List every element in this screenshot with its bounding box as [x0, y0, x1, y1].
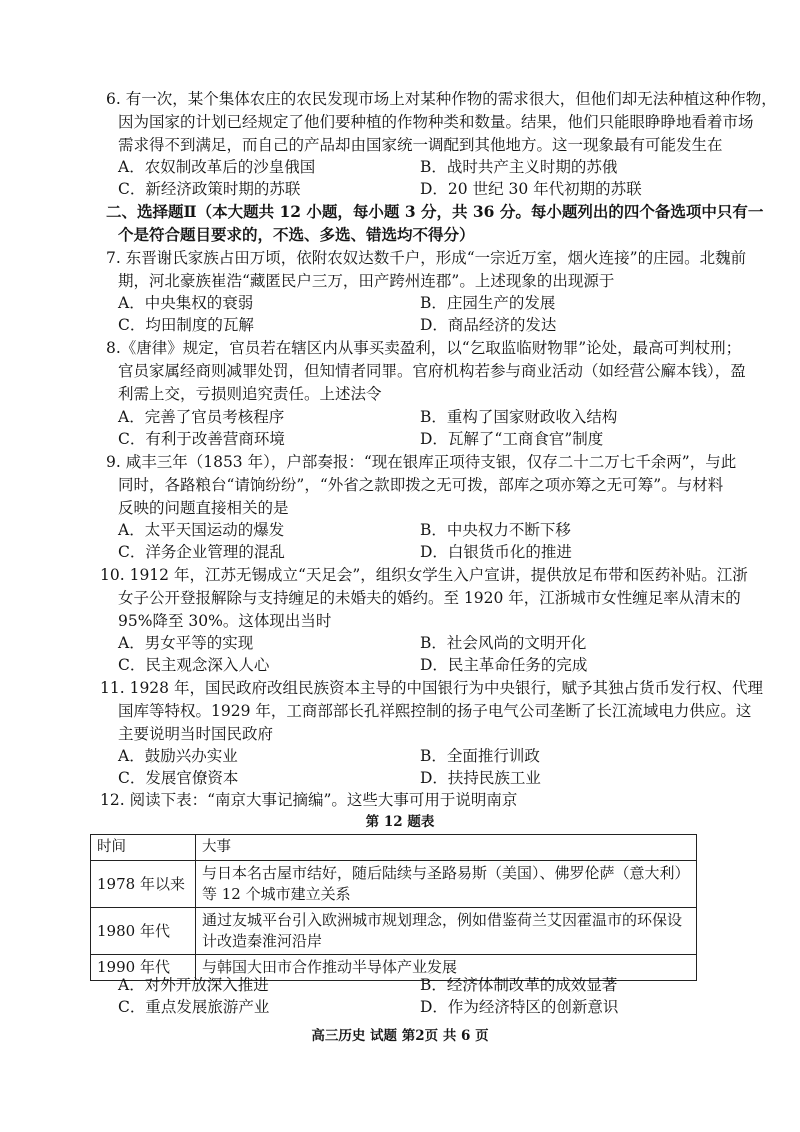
section2-header-line-2: 个是符合题目要求的，不选、多选、错选均不得分）	[118, 225, 475, 244]
q6-option-b: B．战时共产主义时期的苏俄	[420, 158, 618, 176]
q7-option-b: B．庄园生产的发展	[420, 294, 556, 312]
q7-option-d: D．商品经济的发达	[420, 316, 557, 334]
q10-option-b: B．社会风尚的文明开化	[420, 634, 587, 652]
q9-stem-line-2: 同时，各路粮台“请饷纷纷”，“外省之款即拨之无可拨，部库之项亦筹之无可筹”。与材料	[118, 476, 724, 494]
q11-option-d: D．扶持民族工业	[420, 769, 541, 787]
table-cell-time: 1980 年代	[91, 908, 196, 955]
table-cell-event: 与韩国大田市合作推动半导体产业发展	[196, 955, 697, 981]
q10-option-a: A．男女平等的实现	[118, 634, 254, 652]
table-cell-time: 1978 年以来	[91, 861, 196, 908]
q8-stem-line-1: 8.《唐律》规定，官员若在辖区内从事买卖盈利，以“乞取监临财物罪”论处，最高可判杖刑；	[106, 339, 742, 357]
q12-option-c: C．重点发展旅游产业	[118, 998, 270, 1016]
q9-option-c: C．洋务企业管理的混乱	[118, 543, 285, 561]
q8-stem-line-2: 官员家属经商则减罪处罚，但知情者同罪。官府机构若参与商业活动（如经营公廨本钱），盈	[118, 362, 746, 380]
table-header-event: 大事	[196, 835, 697, 861]
table-cell-event: 与日本名古屋市结好，随后陆续与圣路易斯（美国）、佛罗伦萨（意大利）等 12 个城市建立关系	[196, 861, 697, 908]
q10-stem-line-2: 女子公开登报解除与支持缠足的未婚夫的婚约。至 1920 年，江浙城市女性缠足率从清末的	[118, 589, 741, 607]
q12-events-table	[90, 834, 697, 981]
q8-option-b: B．重构了国家财政收入结构	[420, 408, 618, 426]
q9-option-b: B．中央权力不断下移	[420, 521, 571, 539]
q7-option-a: A．中央集权的衰弱	[118, 294, 254, 312]
q6-stem-line-3: 需求得不到满足，而自己的产品却由国家统一调配到其他地方。这一现象最有可能发生在	[118, 136, 723, 154]
q9-stem-line-1: 9. 咸丰三年（1853 年），户部奏报：“现在银库正项待支银，仅存二十二万七千余两”，与此	[106, 453, 737, 471]
q6-stem-line-1: 6. 有一次，某个集体农庄的农民发现市场上对某种作物的需求很大，但他们却无法种植这种作物，	[106, 90, 777, 108]
q11-stem-line-1: 11. 1928 年，国民政府改组民族资本主导的中国银行为中央银行，赋予其独占货币发行权、代理	[100, 679, 763, 697]
q10-stem-line-3: 95%降至 30%。这体现出当时	[118, 612, 332, 630]
page-footer: 高三历史 试题 第2页 共 6 页	[311, 1028, 489, 1044]
q10-stem-line-1: 10. 1912 年，江苏无锡成立“天足会”，组织女学生入户宣讲，提供放足布带和医药补贴。江浙	[100, 566, 748, 584]
table-cell-time: 1990 年代	[91, 955, 196, 981]
q12-option-a: A．对外开放深入推进	[118, 976, 269, 994]
table-row	[91, 861, 697, 908]
q11-option-c: C．发展官僚资本	[118, 769, 239, 787]
q9-option-d: D．白银货币化的推进	[420, 543, 572, 561]
q12-option-b: B．经济体制改革的成效显著	[420, 976, 618, 994]
q9-option-a: A．太平天国运动的爆发	[118, 521, 285, 539]
q12-stem: 12. 阅读下表：“南京大事记摘编”。这些大事可用于说明南京	[100, 791, 518, 809]
q10-option-c: C．民主观念深入人心	[118, 656, 270, 674]
q8-option-d: D．瓦解了“工商食官”制度	[420, 430, 604, 448]
q6-option-c: C．新经济政策时期的苏联	[118, 180, 301, 198]
q11-stem-line-2: 国库等特权。1929 年，工商部部长孔祥熙控制的扬子电气公司垄断了长江流域电力供应。这	[118, 702, 752, 720]
q8-option-a: A．完善了官员考核程序	[118, 408, 285, 426]
table-cell-event: 通过友城平台引入欧洲城市规划理念，例如借鉴荷兰艾因霍温市的环保设计改造秦淮河沿岸	[196, 908, 697, 955]
q11-option-b: B．全面推行训政	[420, 747, 540, 765]
table-row	[91, 908, 697, 955]
q8-stem-line-3: 利需上交，亏损则追究责任。上述法令	[118, 385, 382, 403]
q10-option-d: D．民主革命任务的完成	[420, 656, 588, 674]
q11-stem-line-3: 主要说明当时国民政府	[118, 725, 274, 743]
q7-option-c: C．均田制度的瓦解	[118, 316, 254, 334]
q12-option-d: D．作为经济特区的创新意识	[420, 998, 619, 1016]
q9-stem-line-3: 反映的问题直接相关的是	[118, 499, 289, 517]
q6-stem-line-2: 因为国家的计划已经规定了他们要种植的作物种类和数量。结果，他们只能眼睁睁地看着市场	[118, 113, 754, 131]
table-header-row	[91, 835, 697, 861]
q12-table-caption: 第 12 题表	[365, 814, 435, 830]
q7-stem-line-2: 期，河北豪族崔浩“藏匿民户三万，田产跨州连郡”。上述现象的出现源于	[118, 272, 615, 290]
q8-option-c: C．有利于改善营商环境	[118, 430, 285, 448]
section2-header-line-1: 二、选择题Ⅱ（本大题共 12 小题，每小题 3 分，共 36 分。每小题列出的四个备选项中只有一	[106, 202, 764, 221]
q7-stem-line-1: 7. 东晋谢氏家族占田万顷，依附农奴达数千户，形成“一宗近万室，烟火连接”的庄园。北魏前	[106, 249, 747, 267]
q11-option-a: A．鼓励兴办实业	[118, 747, 238, 765]
q6-option-a: A．农奴制改革后的沙皇俄国	[118, 158, 316, 176]
q6-option-d: D．20 世纪 30 年代初期的苏联	[420, 180, 642, 198]
table-header-time: 时间	[91, 835, 196, 861]
